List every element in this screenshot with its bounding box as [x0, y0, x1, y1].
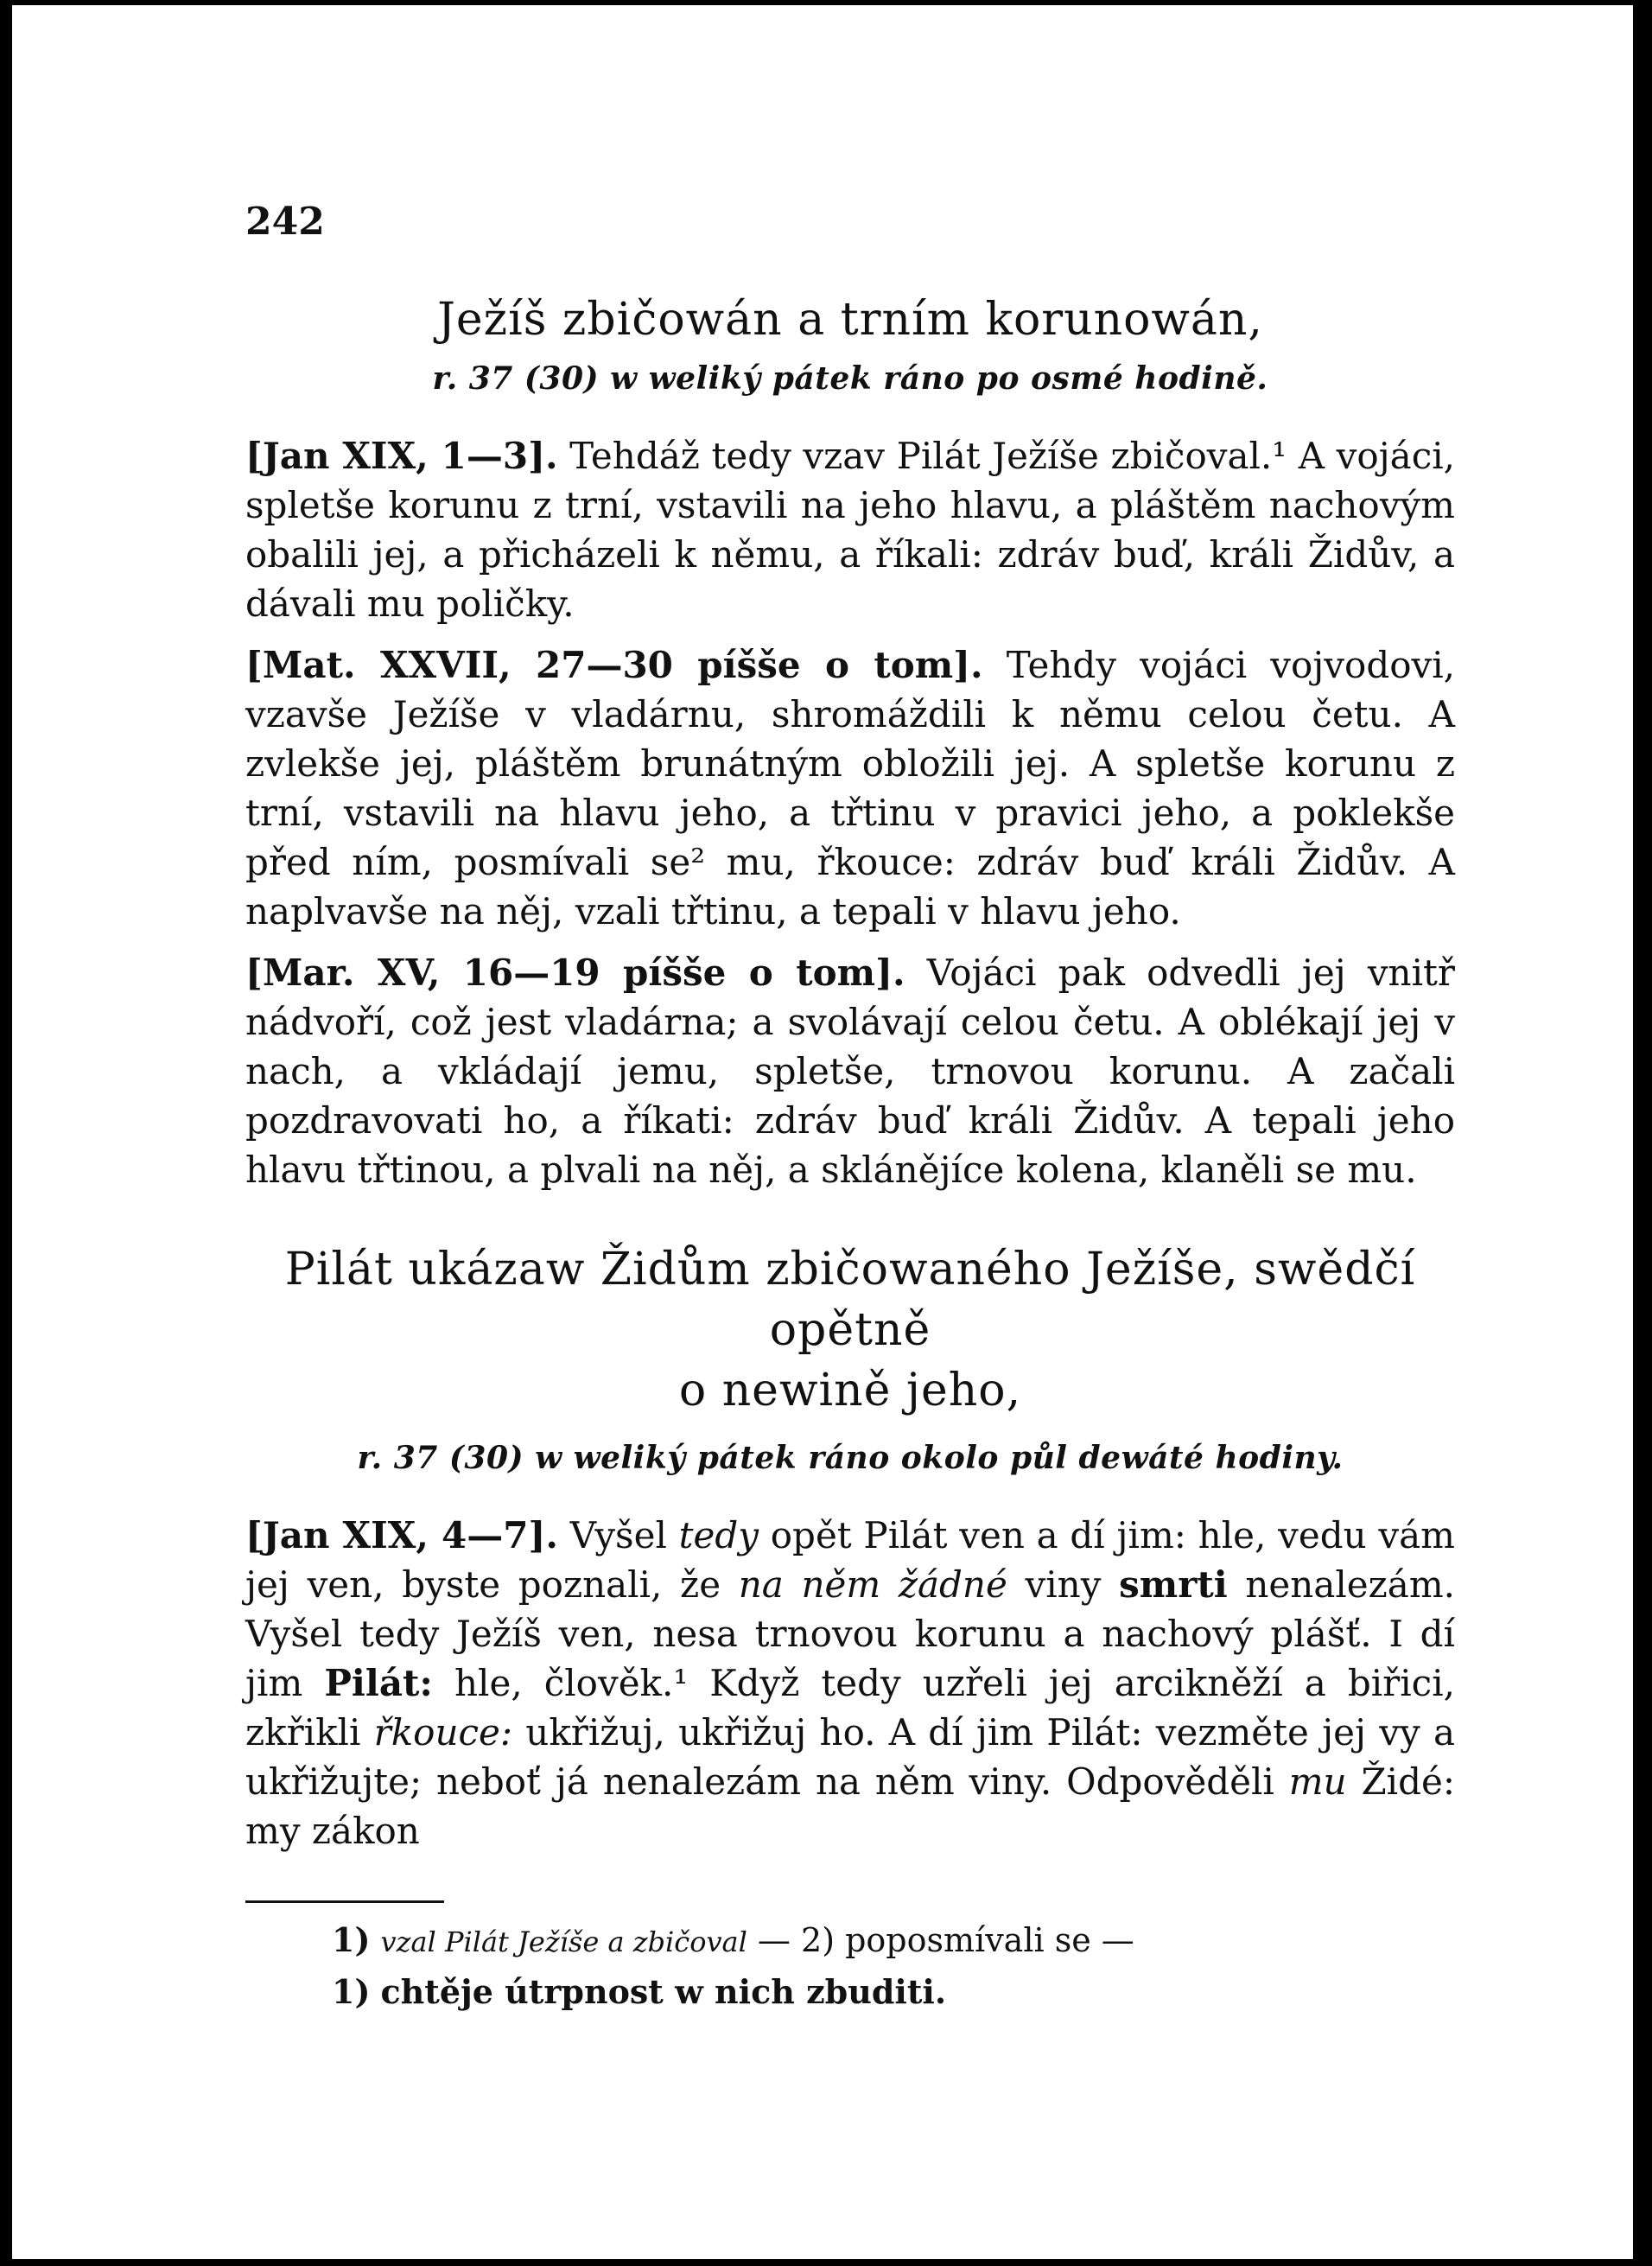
text-segment: opět Pilát ven a dí jim: hle, vedu vám jej ven, byste poznali, že: [245, 1514, 1455, 1607]
italic-word: na něm žádné: [738, 1563, 1007, 1607]
reference: [Mar. XV, 16—19 píšše o tom].: [245, 952, 905, 995]
footnote-dash: —: [747, 1921, 802, 1960]
footnote-divider: [245, 1900, 444, 1903]
reference: [Jan XIX, 1—3].: [245, 435, 558, 478]
text-segment: Vyšel: [557, 1514, 679, 1557]
text-segment: ukřižuj, ukřižuj ho. A dí jim Pilát: vezměte jej vy a ukřižujte; neboť já nenalezám na něm viny. Odpověděli: [245, 1711, 1455, 1804]
section-title-1: Ježíš zbičowán a trním korunowán,: [437, 294, 1263, 346]
book-page: [12, 5, 1633, 2259]
footnote-number: 1): [332, 1972, 371, 2012]
paragraph-jan-xix-4-7: [245, 1511, 1455, 1855]
italic-word: tedy: [678, 1514, 759, 1557]
bold-word: Pilát:: [324, 1662, 433, 1705]
text-segment: viny: [1007, 1563, 1120, 1607]
italic-word: mu: [1288, 1760, 1347, 1804]
section-subtitle-2: r. 37 (30) w weliký pátek ráno okolo půl dewáté hodiny.: [357, 1440, 1344, 1477]
paragraph-jan-xix-1-3: [245, 431, 1455, 628]
paragraph-text: Tehdáž tedy vzav Pilát Ježíše zbičoval.¹ A vojáci, spletše korunu z trní, vstavili na jeho hlavu, a pláštěm nachovým obalili jej, a přicházeli k němu, a říkali: zdráv buď, králi Židův, a dávali mu poličky.: [245, 435, 1456, 626]
paragraph-mar-xv: [245, 948, 1455, 1194]
page-content: [245, 200, 1455, 2017]
text-segment: Židé: my zákon: [245, 1760, 1456, 1853]
reference: [Mat. XXVII, 27—30 píšše o tom].: [245, 644, 983, 687]
bold-word: smrti: [1119, 1563, 1228, 1607]
paragraph-text: Vojáci pak odvedli jej vnitř nádvoří, což jest vladárna; a svolávají celou četu. A oblékají jej v nach, a vkládají jemu, spletše, trnovou korunu. A začali pozdravovati ho, a říkati: zdráv buď králi Židův. A tepali jeho hlavu třtinou, a plvali na něj, a sklánějíce kolena, klaněli se mu.: [245, 952, 1455, 1192]
italic-word: řkouce:: [373, 1711, 513, 1754]
section-title-2-line-2: o newině jeho,: [678, 1365, 1022, 1417]
section-title-2-line-1: Pilát ukázaw Židům zbičowaného Ježíše, swědčí opětně: [284, 1244, 1416, 1357]
page-number: 242: [245, 200, 325, 244]
section-subtitle-1: r. 37 (30) w weliký pátek ráno po osmé hodině.: [432, 360, 1268, 398]
footnote-line-2: [332, 1967, 1455, 2017]
footnote-number: 1): [332, 1920, 371, 1960]
paragraph-mat-xxvii: [245, 640, 1455, 936]
text-segment: hle, člověk.¹ Když tedy uzřeli jej arcikněží a biřici, zkřikli: [245, 1662, 1455, 1754]
footnote-text: 2) poposmívali se —: [801, 1921, 1134, 1960]
footnote-text: chtěje útrpnost w nich zbuditi.: [380, 1972, 947, 2012]
reference: [Jan XIX, 4—7].: [245, 1514, 558, 1557]
text-segment: nenalezám. Vyšel tedy Ježíš ven, nesa trnovou korunu a nachový plášť. I dí jim: [245, 1563, 1455, 1705]
footnote-text: vzal Pilát Ježíše a zbičoval: [380, 1925, 747, 1959]
paragraph-text: Tehdy vojáci vojvodovi, vzavše Ježíše v vladárnu, shromáždili k němu celou četu. A zvlekše jej, pláštěm brunátným obložili jej. A spletše korunu z trní, vstavili na hlavu jeho, a třtinu v pravici jeho, a poklekše před ním, posmívali se² mu, řkouce: zdráv buď králi Židův. A naplvavše na něj, vzali třtinu, a tepali v hlavu jeho.: [245, 644, 1455, 933]
footnote-line-1: [332, 1915, 1455, 1967]
section-title-2: [245, 1239, 1455, 1421]
